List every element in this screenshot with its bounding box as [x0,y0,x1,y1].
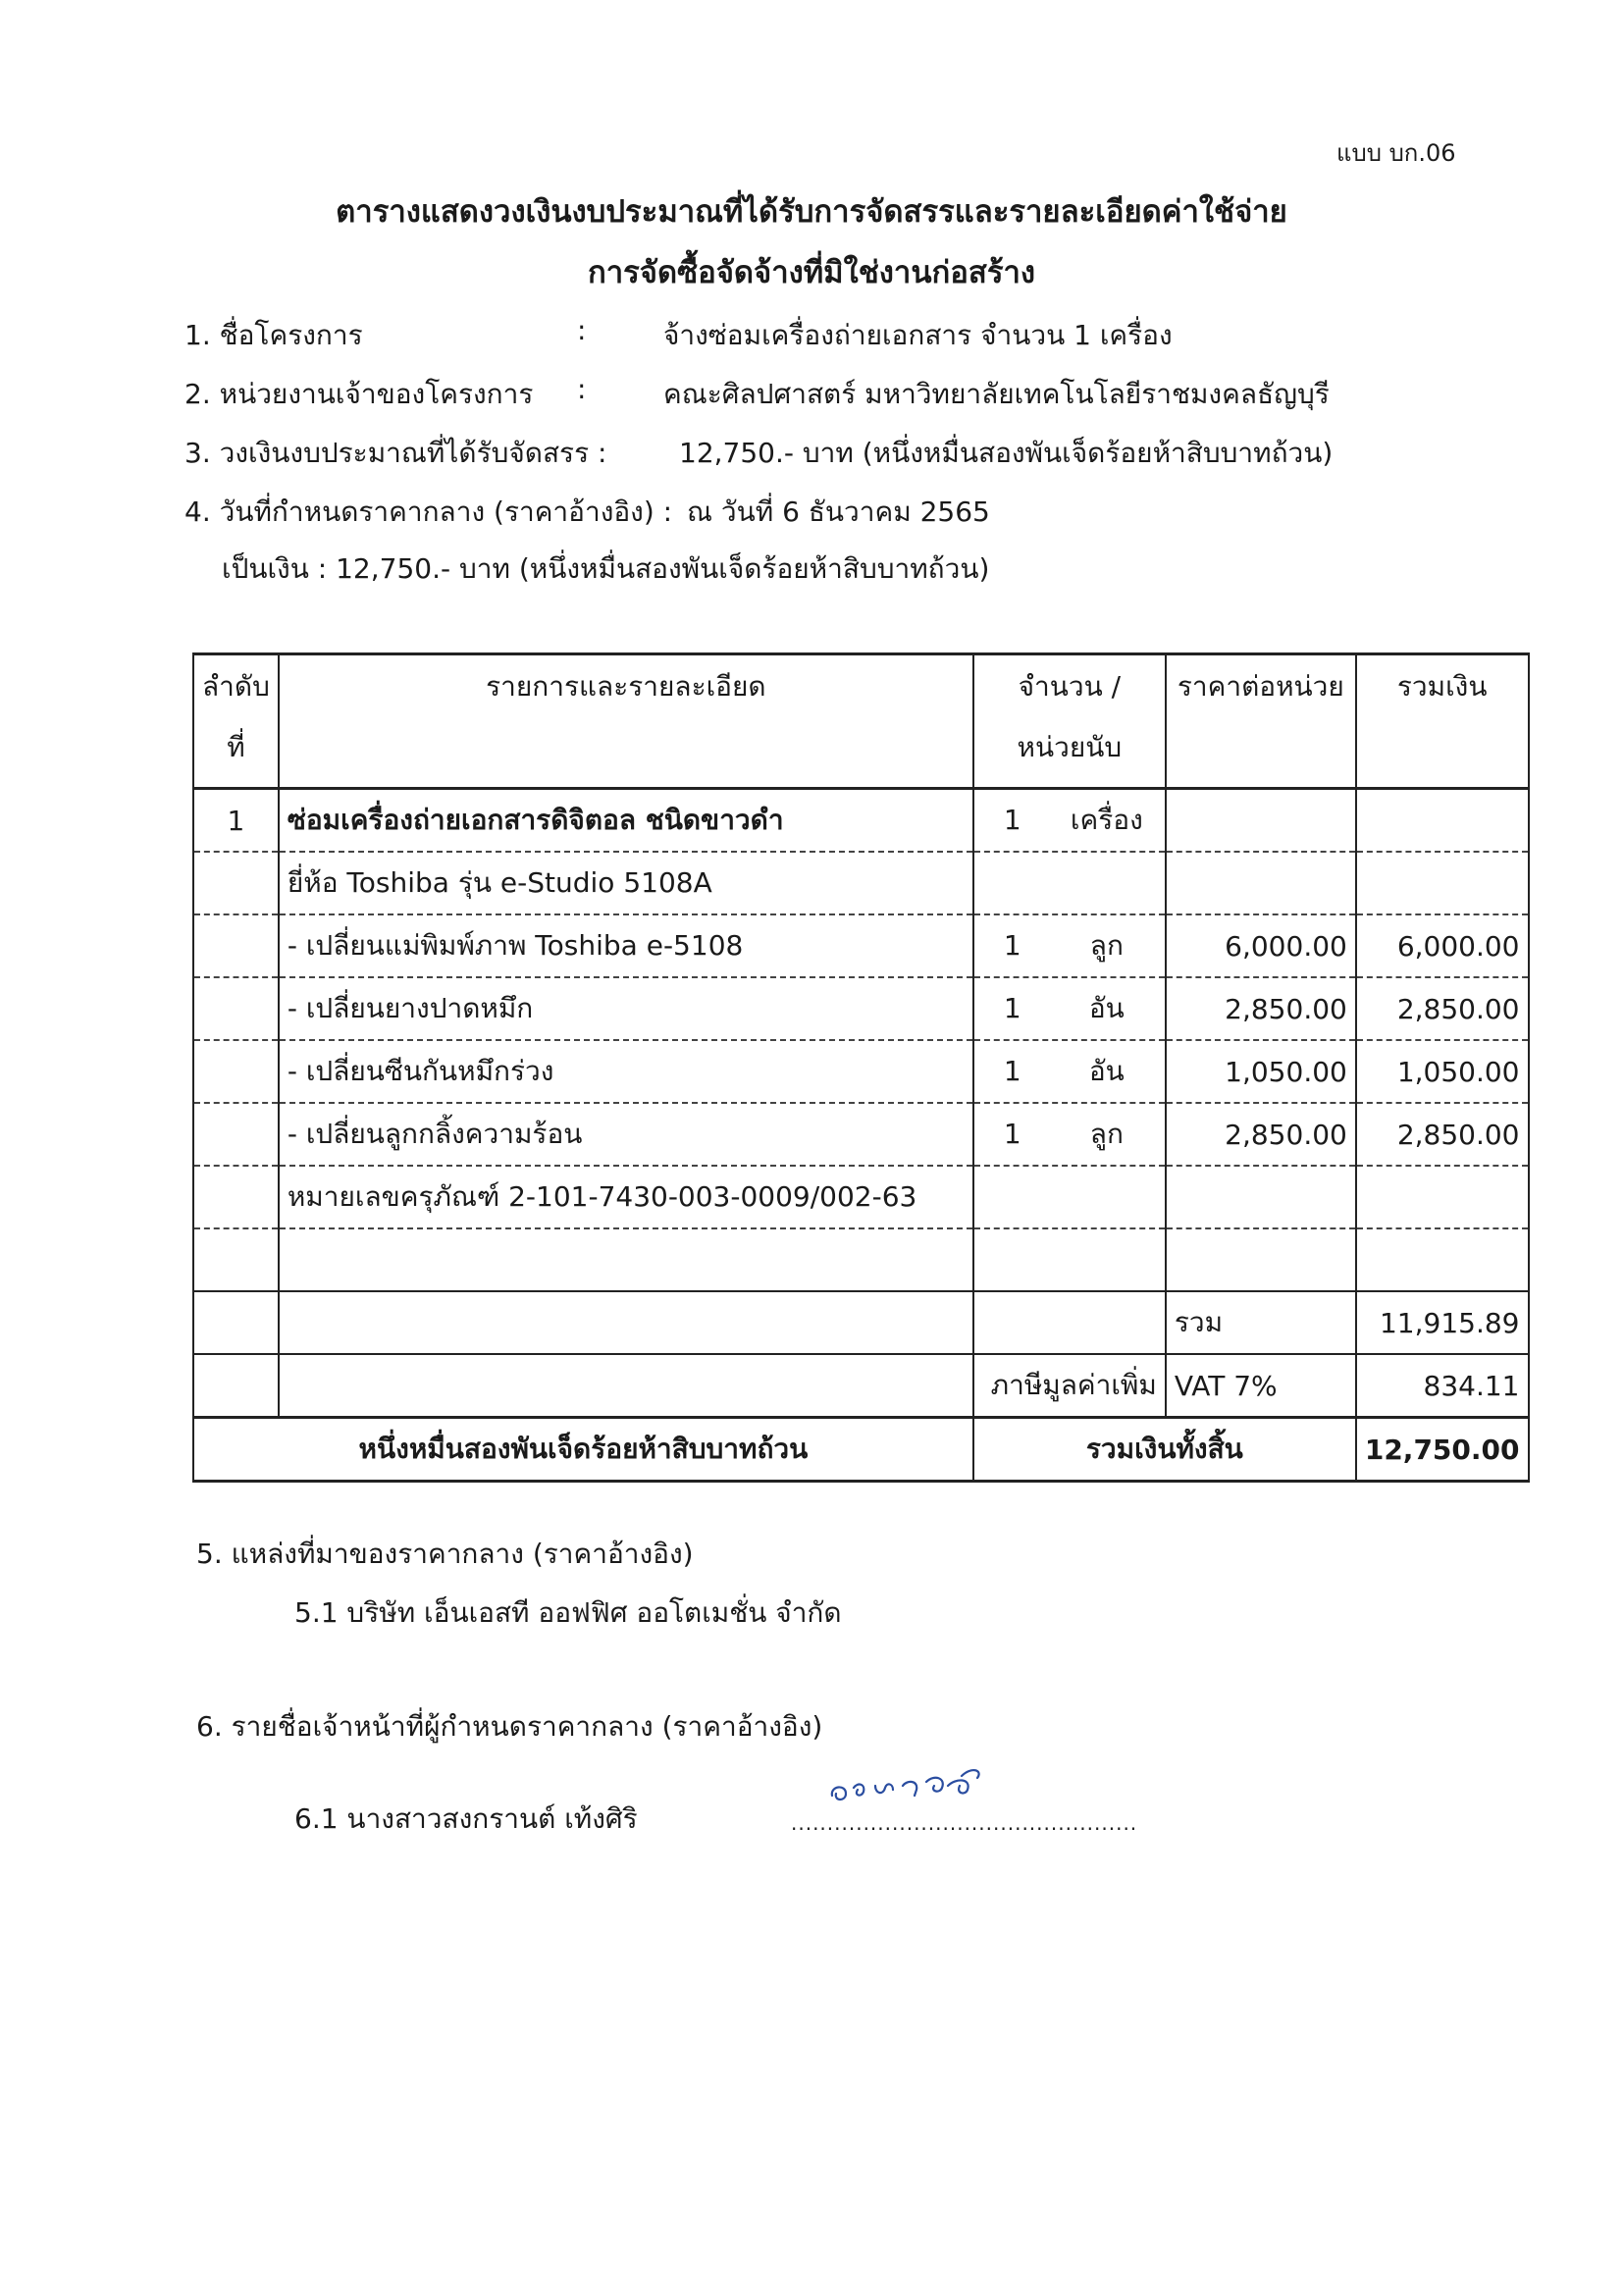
row-qty-value: 1 [1003,1118,1021,1150]
cost-table [192,652,1530,1483]
vat-rate: VAT 7% [1166,1354,1356,1418]
row-quantity [973,1040,1166,1103]
row-description: - เปลี่ยนซีนกันหมึกร่วง [279,1040,973,1103]
section-6-item: 6.1 นางสาวสงกรานต์ เท้งศิริ [294,1802,638,1835]
subtotal-value: 11,915.89 [1356,1291,1529,1354]
table-row [193,914,1529,977]
row-qty-value: 1 [1003,1055,1021,1087]
empty-cell [1356,852,1529,914]
amount-line: เป็นเงิน : 12,750.- บาท (หนึ่งหมื่นสองพันเจ็ดร้อยห้าสิบบาทถ้วน) [222,552,990,585]
empty-cell [973,1291,1166,1354]
empty-cell [193,977,279,1040]
row-description: - เปลี่ยนลูกกลิ้งความร้อน [279,1103,973,1166]
table-row [193,1228,1529,1291]
form-code: แบบ บก.06 [1336,139,1456,167]
budget-label: 3. วงเงินงบประมาณที่ได้รับจัดสรร : [184,437,607,469]
section-5-item: 5.1 บริษัท เอ็นเอสที ออฟฟิศ ออโตเมชั่น จำกัด [294,1596,842,1629]
header-no [193,654,279,789]
row-total: 2,850.00 [1356,977,1529,1040]
row-unit-price: 1,050.00 [1166,1040,1356,1103]
empty-cell [193,852,279,914]
subtotal-label: รวม [1166,1291,1356,1354]
header-no-line-1: ลำดับ [202,670,270,703]
reference-date-label: 4. วันที่กำหนดราคากลาง (ราคาอ้างอิง) : [184,496,673,528]
project-colon: : [577,314,587,346]
row-unit-value: อัน [1088,992,1125,1024]
document-title-line-2: การจัดซื้อจัดจ้างที่มิใช่งานก่อสร้าง [587,255,1036,290]
item-quantity [973,789,1166,853]
header-quantity-line-2: หน่วยนับ [1017,731,1123,763]
empty-cell [1166,1228,1356,1291]
empty-cell [1356,1228,1529,1291]
table-row [193,852,1529,914]
empty-cell [973,852,1166,914]
row-qty-value: 1 [1003,992,1021,1024]
project-label: 1. ชื่อโครงการ [184,319,363,351]
header-unit-price: ราคาต่อหน่วย [1166,654,1356,789]
row-total: 1,050.00 [1356,1040,1529,1103]
owner-colon: : [577,373,587,405]
table-row [193,789,1529,853]
brand-line: ยี่ห้อ Toshiba รุ่น e-Studio 5108A [279,852,973,914]
row-description: - เปลี่ยนยางปาดหมึก [279,977,973,1040]
table-row [193,1040,1529,1103]
row-unit-price: 2,850.00 [1166,977,1356,1040]
empty-cell [193,1291,279,1354]
section-6-title: 6. รายชื่อเจ้าหน้าที่ผู้กำหนดราคากลาง (ราคาอ้างอิง) [196,1710,823,1743]
row-quantity [973,1103,1166,1166]
document-title-line-1: ตารางแสดงวงเงินงบประมาณที่ได้รับการจัดสรรและรายละเอียดค่าใช้จ่าย [336,194,1287,230]
table-row [193,1166,1529,1228]
row-description: - เปลี่ยนแม่พิมพ์ภาพ Toshiba e-5108 [279,914,973,977]
empty-cell [193,1103,279,1166]
header-quantity [973,654,1166,789]
signature-line: ................................................ [791,1811,1138,1835]
asset-number-line: หมายเลขครุภัณฑ์ 2-101-7430-003-0009/002-63 [279,1166,973,1228]
row-total: 2,850.00 [1356,1103,1529,1166]
row-unit-price: 2,850.00 [1166,1103,1356,1166]
vat-label: ภาษีมูลค่าเพิ่ม [973,1354,1166,1418]
empty-cell [193,1354,279,1418]
total-in-words: หนึ่งหมื่นสองพันเจ็ดร้อยห้าสิบบาทถ้วน [193,1418,973,1482]
handwritten-signature [824,1756,1011,1815]
empty-cell [1356,1166,1529,1228]
vat-value: 834.11 [1356,1354,1529,1418]
grand-total-value: 12,750.00 [1356,1418,1529,1482]
empty-cell [193,1166,279,1228]
row-unit-value: ลูก [1089,1118,1124,1150]
row-unit-value: ลูก [1089,929,1124,962]
item-title: ซ่อมเครื่องถ่ายเอกสารดิจิตอล ชนิดขาวดำ [279,789,973,853]
empty-cell [1166,1166,1356,1228]
empty-cell [193,1228,279,1291]
row-quantity [973,977,1166,1040]
grand-total-label: รวมเงินทั้งสิ้น [973,1418,1356,1482]
table-row [193,1103,1529,1166]
owner-value: คณะศิลปศาสตร์ มหาวิทยาลัยเทคโนโลยีราชมงคลธัญบุรี [663,378,1330,410]
empty-cell [973,1228,1166,1291]
header-description: รายการและรายละเอียด [279,654,973,789]
owner-label: 2. หน่วยงานเจ้าของโครงการ [184,378,534,410]
empty-cell [1166,852,1356,914]
subtotal-row [193,1291,1529,1354]
row-qty-value: 1 [1003,929,1021,962]
table-header-row [193,654,1529,789]
grand-total-row [193,1418,1529,1482]
header-no-line-2: ที่ [227,731,245,763]
row-unit-price: 6,000.00 [1166,914,1356,977]
empty-cell [193,1040,279,1103]
empty-cell [279,1228,973,1291]
header-quantity-line-1: จำนวน / [1018,670,1122,703]
empty-cell [279,1291,973,1354]
row-total: 6,000.00 [1356,914,1529,977]
row-unit-value: อัน [1088,1055,1125,1087]
budget-value: 12,750.- บาท (หนึ่งหมื่นสองพันเจ็ดร้อยห้าสิบบาทถ้วน) [679,437,1334,469]
row-quantity [973,914,1166,977]
empty-cell [193,914,279,977]
item-number: 1 [193,789,279,853]
vat-row [193,1354,1529,1418]
item-total-cell [1356,789,1529,853]
item-qty-value: 1 [1003,804,1021,836]
empty-cell [973,1166,1166,1228]
project-value: จ้างซ่อมเครื่องถ่ายเอกสาร จำนวน 1 เครื่อง [663,319,1173,351]
header-total: รวมเงิน [1356,654,1529,789]
reference-date-value: ณ วันที่ 6 ธันวาคม 2565 [687,496,990,528]
item-price-cell [1166,789,1356,853]
item-unit-value: เครื่อง [1070,804,1143,836]
table-row [193,977,1529,1040]
section-5-title: 5. แหล่งที่มาของราคากลาง (ราคาอ้างอิง) [196,1538,694,1570]
empty-cell [279,1354,973,1418]
